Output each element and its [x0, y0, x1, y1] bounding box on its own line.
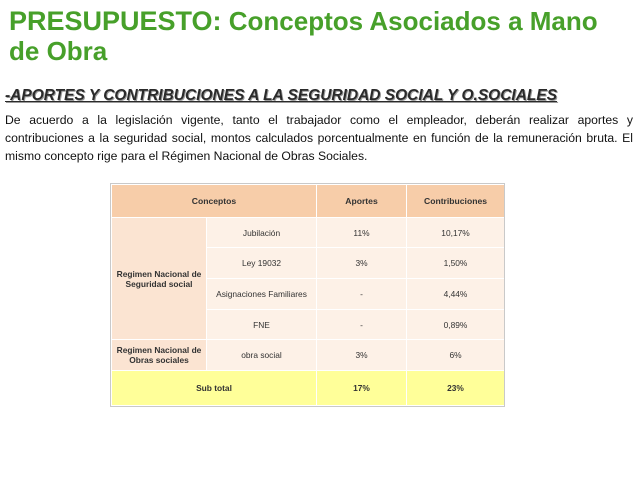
page-title	[9, 6, 629, 66]
row-contribuciones: 1,50%	[407, 248, 505, 279]
row-concepto: FNE	[207, 309, 317, 340]
row-contribuciones: 0,89%	[407, 309, 505, 340]
row-concepto: Asignaciones Familiares	[207, 279, 317, 310]
subtotal-label: Sub total	[112, 371, 317, 406]
row-concepto: Ley 19032	[207, 248, 317, 279]
table-row	[112, 217, 505, 248]
budget-table	[111, 184, 505, 406]
title-rest: Conceptos Asociados a Mano	[221, 6, 598, 36]
row-concepto: Jubilación	[207, 217, 317, 248]
row-concepto: obra social	[207, 340, 317, 371]
row-aportes: -	[317, 279, 407, 310]
group-obras-sociales: Regimen Nacional de Obras sociales	[112, 340, 207, 371]
row-aportes: 11%	[317, 217, 407, 248]
row-aportes: 3%	[317, 248, 407, 279]
row-contribuciones: 6%	[407, 340, 505, 371]
row-contribuciones: 10,17%	[407, 217, 505, 248]
header-conceptos: Conceptos	[112, 185, 317, 218]
title-rest-line2: de Obra	[9, 36, 108, 66]
row-contribuciones: 4,44%	[407, 279, 505, 310]
header-aportes: Aportes	[317, 185, 407, 218]
table-row	[112, 340, 505, 371]
row-aportes: 3%	[317, 340, 407, 371]
section-subheading: -APORTES Y CONTRIBUCIONES A LA SEGURIDAD SOCIAL Y O.SOCIALES	[5, 87, 558, 104]
subtotal-contribuciones: 23%	[407, 371, 505, 406]
header-contribuciones: Contribuciones	[407, 185, 505, 218]
group-seguridad-social: Regimen Nacional de Seguridad social	[112, 217, 207, 340]
intro-paragraph: De acuerdo a la legislación vigente, tanto el trabajador como el empleador, deberán realizar aportes y contribuciones a la seguridad social, montos calculados porcentualmente en función de la remuneración bruta. El mismo concepto rige para el Régimen Nacional de Obras Sociales.	[5, 113, 633, 163]
title-prefix: PRESUPUESTO:	[9, 6, 222, 36]
row-aportes: -	[317, 309, 407, 340]
subtotal-aportes: 17%	[317, 371, 407, 406]
subtotal-row	[112, 371, 505, 406]
